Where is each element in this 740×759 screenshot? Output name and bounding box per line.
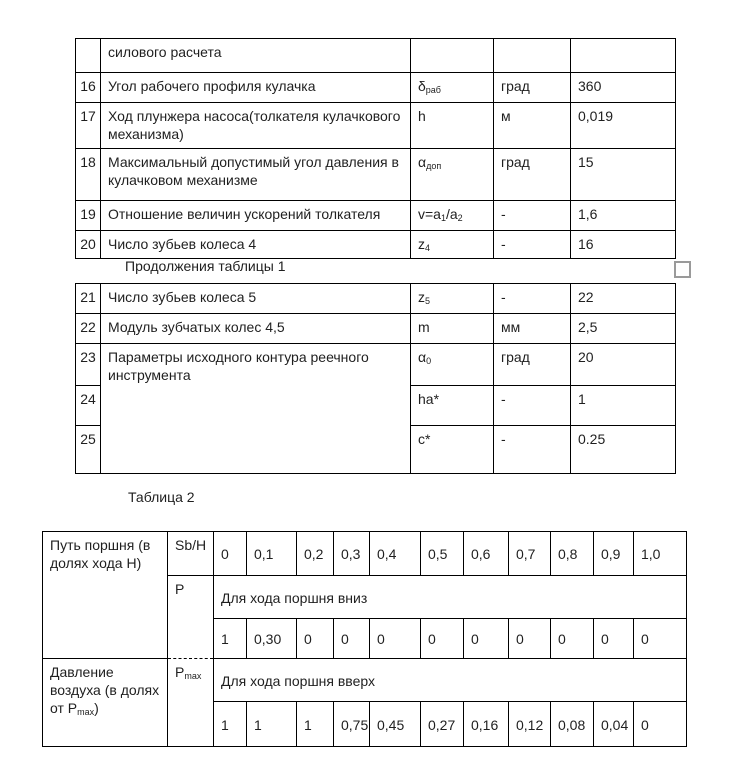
cell-value <box>571 39 676 73</box>
cell-num: 19 <box>76 201 101 231</box>
cell-unit: - <box>494 426 571 474</box>
cell-value: 0 <box>509 619 551 659</box>
symbol-base: ha* <box>418 391 440 407</box>
cell-symbol <box>411 201 494 231</box>
cell-desc: Параметры исходного контура реечного инструмента <box>101 344 411 474</box>
cell-header-value: 0,4 <box>370 532 421 576</box>
table-row <box>76 103 676 149</box>
cell-num <box>76 39 101 73</box>
cell-symbol <box>411 73 494 103</box>
cell-num: 20 <box>76 231 101 259</box>
cell-value: 22 <box>571 284 676 314</box>
cell-num: 23 <box>76 344 101 386</box>
cell-value: 0,12 <box>509 702 551 747</box>
table-row <box>76 149 676 201</box>
symbol-base: δ <box>418 78 426 94</box>
symbol-base: z <box>418 236 425 252</box>
cell-value: 1 <box>214 702 247 747</box>
symbol-base: α <box>418 349 427 365</box>
cell-desc: Число зубьев колеса 5 <box>101 284 411 314</box>
cell-desc: Ход плунжера насоса(толкателя кулачкового механизма) <box>101 103 411 149</box>
symbol-base: h <box>418 108 426 124</box>
symbol-base: c* <box>418 431 431 447</box>
cell-stroke-down-label: Для хода поршня вниз <box>214 576 687 619</box>
symbol-sub: 2 <box>457 213 463 223</box>
label-part: ) <box>94 700 99 717</box>
cell-unit: - <box>494 231 571 259</box>
cell-desc: Угол рабочего профиля кулачка <box>101 73 411 103</box>
cell-num: 22 <box>76 314 101 344</box>
cell-header-value: 0,2 <box>297 532 334 576</box>
cell-value: 0 <box>634 702 687 747</box>
symbol-sub: 4 <box>425 243 431 253</box>
table1-continuation-caption: Продолжения таблицы 1 <box>125 258 286 274</box>
symbol-sub: 5 <box>425 296 431 306</box>
table2-title: Таблица 2 <box>128 489 195 505</box>
cell-unit: - <box>494 386 571 426</box>
cell-num: 16 <box>76 73 101 103</box>
cell-num: 18 <box>76 149 101 201</box>
symbol-base: m <box>418 319 430 335</box>
table-row <box>76 73 676 103</box>
table-row <box>43 532 687 576</box>
cell-symbol-p: P <box>168 576 214 659</box>
cell-header-value: 1,0 <box>634 532 687 576</box>
cell-value: 0,75 <box>334 702 370 747</box>
label-sub: max <box>77 707 95 718</box>
cell-value: 360 <box>571 73 676 103</box>
cell-value: 0.25 <box>571 426 676 474</box>
cell-unit: - <box>494 284 571 314</box>
symbol-base: α <box>418 154 427 170</box>
cell-value: 1 <box>297 702 334 747</box>
cell-value: 1,6 <box>571 201 676 231</box>
cell-header-value: 0,7 <box>509 532 551 576</box>
cell-symbol <box>411 284 494 314</box>
cell-value: 1 <box>571 386 676 426</box>
cell-value: 0,27 <box>421 702 464 747</box>
cell-symbol <box>411 149 494 201</box>
cell-value: 16 <box>571 231 676 259</box>
cell-value: 0 <box>634 619 687 659</box>
cell-value: 1 <box>247 702 297 747</box>
cell-value: 0 <box>297 619 334 659</box>
symbol-sub: доп <box>426 161 442 171</box>
label-part: Давление воздуха (в долях от P <box>50 664 160 717</box>
table-row <box>76 39 676 73</box>
cell-value: 0 <box>594 619 634 659</box>
cell-header-value: 0 <box>214 532 247 576</box>
piston-pressure-table <box>42 531 687 747</box>
cell-unit: град <box>494 344 571 386</box>
cell-header-value: 0,1 <box>247 532 297 576</box>
cell-num: 21 <box>76 284 101 314</box>
symbol-base: z <box>418 289 425 305</box>
cell-value: 0 <box>421 619 464 659</box>
cell-value: 0 <box>334 619 370 659</box>
cell-header-value: 0,3 <box>334 532 370 576</box>
cell-unit <box>494 39 571 73</box>
cell-value: 0 <box>370 619 421 659</box>
cell-unit: м <box>494 103 571 149</box>
cell-row-label-piston-path: Путь поршня (в долях хода Н) <box>43 532 168 659</box>
cell-unit: град <box>494 149 571 201</box>
cell-value: 2,5 <box>571 314 676 344</box>
cell-num: 25 <box>76 426 101 474</box>
cell-symbol <box>411 344 494 386</box>
cell-symbol <box>411 386 494 426</box>
table-row <box>76 231 676 259</box>
cell-value: 0 <box>551 619 594 659</box>
parameters-table-part1 <box>75 38 676 259</box>
cell-symbol <box>411 426 494 474</box>
cell-value: 0,30 <box>247 619 297 659</box>
table-row <box>43 659 687 702</box>
cell-symbol <box>411 39 494 73</box>
cell-header-value: 0,6 <box>464 532 509 576</box>
cell-value: 0,45 <box>370 702 421 747</box>
square-marker <box>674 261 691 278</box>
parameters-table-part2 <box>75 283 676 474</box>
cell-unit: - <box>494 201 571 231</box>
cell-desc: Модуль зубчатых колес 4,5 <box>101 314 411 344</box>
symbol-sub: 0 <box>426 356 432 366</box>
cell-value: 1 <box>214 619 247 659</box>
symbol-base: P <box>175 664 185 680</box>
table-row <box>76 344 676 386</box>
symbol-base: /a <box>445 206 458 222</box>
cell-stroke-up-label: Для хода поршня вверх <box>214 659 687 702</box>
table-row <box>76 201 676 231</box>
cell-value: 0,08 <box>551 702 594 747</box>
cell-value: 0 <box>464 619 509 659</box>
symbol-sub: max <box>184 671 202 681</box>
symbol-sub: 1 <box>440 213 446 223</box>
cell-value: 0,16 <box>464 702 509 747</box>
cell-header-value: 0,9 <box>594 532 634 576</box>
cell-value: 0,04 <box>594 702 634 747</box>
cell-header-value: 0,5 <box>421 532 464 576</box>
cell-header-value: 0,8 <box>551 532 594 576</box>
cell-symbol-pmax <box>168 659 214 747</box>
cell-symbol <box>411 231 494 259</box>
cell-unit: мм <box>494 314 571 344</box>
cell-desc: Максимальный допустимый угол давления в кулачковом механизме <box>101 149 411 201</box>
cell-desc: Отношение величин ускорений толкателя <box>101 201 411 231</box>
cell-symbol <box>411 103 494 149</box>
cell-desc: силового расчета <box>101 39 411 73</box>
cell-value: 20 <box>571 344 676 386</box>
cell-symbol-sbh: Sb/H <box>168 532 214 576</box>
symbol-base: v=a <box>418 206 441 222</box>
cell-desc: Число зубьев колеса 4 <box>101 231 411 259</box>
cell-row-label-air-pressure <box>43 659 168 747</box>
table-row <box>76 314 676 344</box>
symbol-sub: раб <box>425 85 441 95</box>
cell-num: 24 <box>76 386 101 426</box>
table-row <box>76 284 676 314</box>
cell-value: 0,019 <box>571 103 676 149</box>
cell-value: 15 <box>571 149 676 201</box>
cell-unit: град <box>494 73 571 103</box>
cell-symbol <box>411 314 494 344</box>
cell-num: 17 <box>76 103 101 149</box>
